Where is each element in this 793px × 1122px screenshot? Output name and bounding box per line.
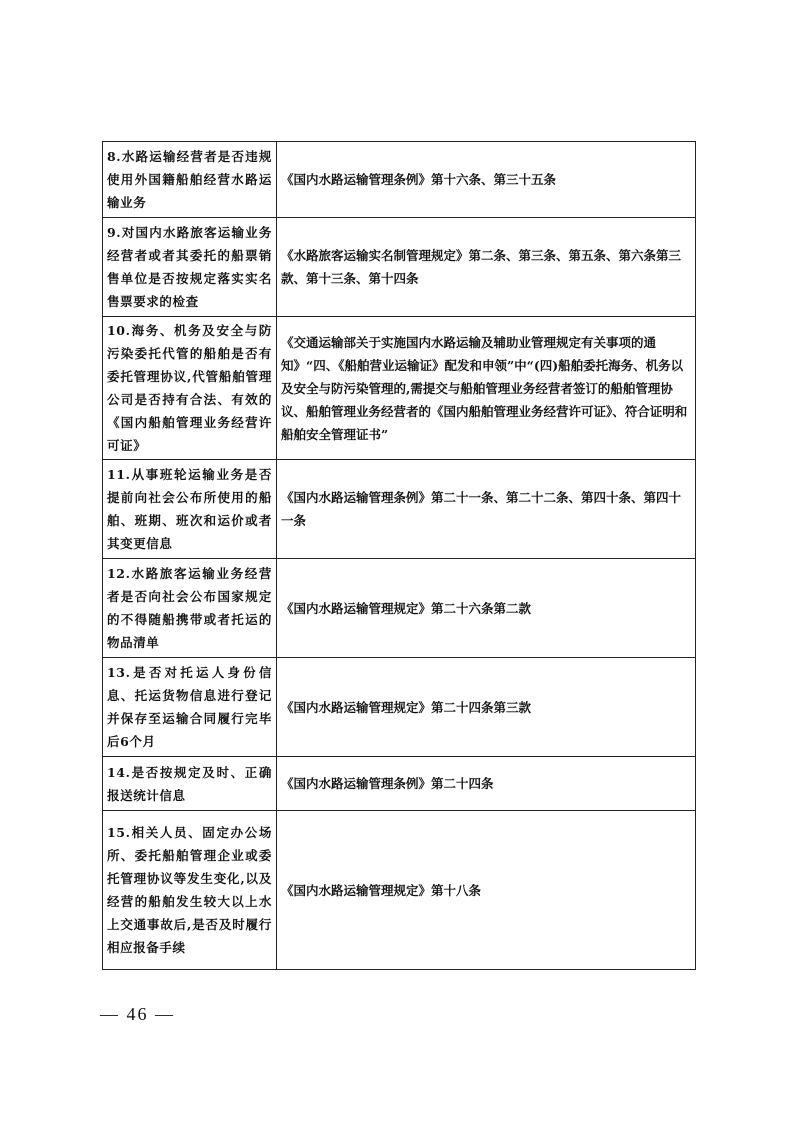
legal-basis-cell: 《国内水路运输管理规定》第十八条 — [277, 811, 696, 970]
inspection-item-cell: 9.对国内水路旅客运输业务经营者或者其委托的船票销售单位是否按规定落实实名售票要求的检查 — [103, 218, 277, 317]
table-row — [103, 218, 696, 317]
inspection-item-cell: 14.是否按规定及时、正确报送统计信息 — [103, 757, 277, 811]
table-row — [103, 317, 696, 460]
inspection-item-cell: 8.水路运输经营者是否违规使用外国籍船舶经营水路运输业务 — [103, 142, 277, 218]
legal-basis-cell: 《水路旅客运输实名制管理规定》第二条、第三条、第五条、第六条第三款、第十三条、第十四条 — [277, 218, 696, 317]
table-row — [103, 658, 696, 757]
table-row — [103, 811, 696, 970]
legal-basis-cell: 《国内水路运输管理规定》第二十四条第三款 — [277, 658, 696, 757]
table-row — [103, 757, 696, 811]
legal-basis-cell: 《国内水路运输管理条例》第二十一条、第二十二条、第四十条、第四十一条 — [277, 460, 696, 559]
inspection-item-cell: 13.是否对托运人身份信息、托运货物信息进行登记并保存至运输合同履行完毕后6个月 — [103, 658, 277, 757]
table-row — [103, 460, 696, 559]
legal-basis-cell: 《国内水路运输管理条例》第十六条、第三十五条 — [277, 142, 696, 218]
inspection-item-cell: 11.从事班轮运输业务是否提前向社会公布所使用的船舶、班期、班次和运价或者其变更信息 — [103, 460, 277, 559]
table-row — [103, 559, 696, 658]
page-number: — 46 — — [100, 1004, 175, 1024]
legal-basis-cell: 《国内水路运输管理规定》第二十六条第二款 — [277, 559, 696, 658]
inspection-item-cell: 10.海务、机务及安全与防污染委托代管的船舶是否有委托管理协议,代管船舶管理公司是否持有合法、有效的《国内船舶管理业务经营许可证》 — [103, 317, 277, 460]
table-row — [103, 142, 696, 218]
legal-basis-cell: 《交通运输部关于实施国内水路运输及辅助业管理规定有关事项的通知》“四、《船舶营业运输证》配发和申领”中“(四)船舶委托海务、机务以及安全与防污染管理的,需提交与船舶管理业务经营者签订的船舶管理协议、船舶管理业务经营者的《国内船舶管理业务经营许可证》、符合证明和船舶安全管理证书” — [277, 317, 696, 460]
inspection-item-cell: 12.水路旅客运输业务经营者是否向社会公布国家规定的不得随船携带或者托运的物品清单 — [103, 559, 277, 658]
regulation-table — [102, 141, 696, 970]
legal-basis-cell: 《国内水路运输管理条例》第二十四条 — [277, 757, 696, 811]
inspection-item-cell: 15.相关人员、固定办公场所、委托船舶管理企业或委托管理协议等发生变化,以及经营的船舶发生较大以上水上交通事故后,是否及时履行相应报备手续 — [103, 811, 277, 970]
